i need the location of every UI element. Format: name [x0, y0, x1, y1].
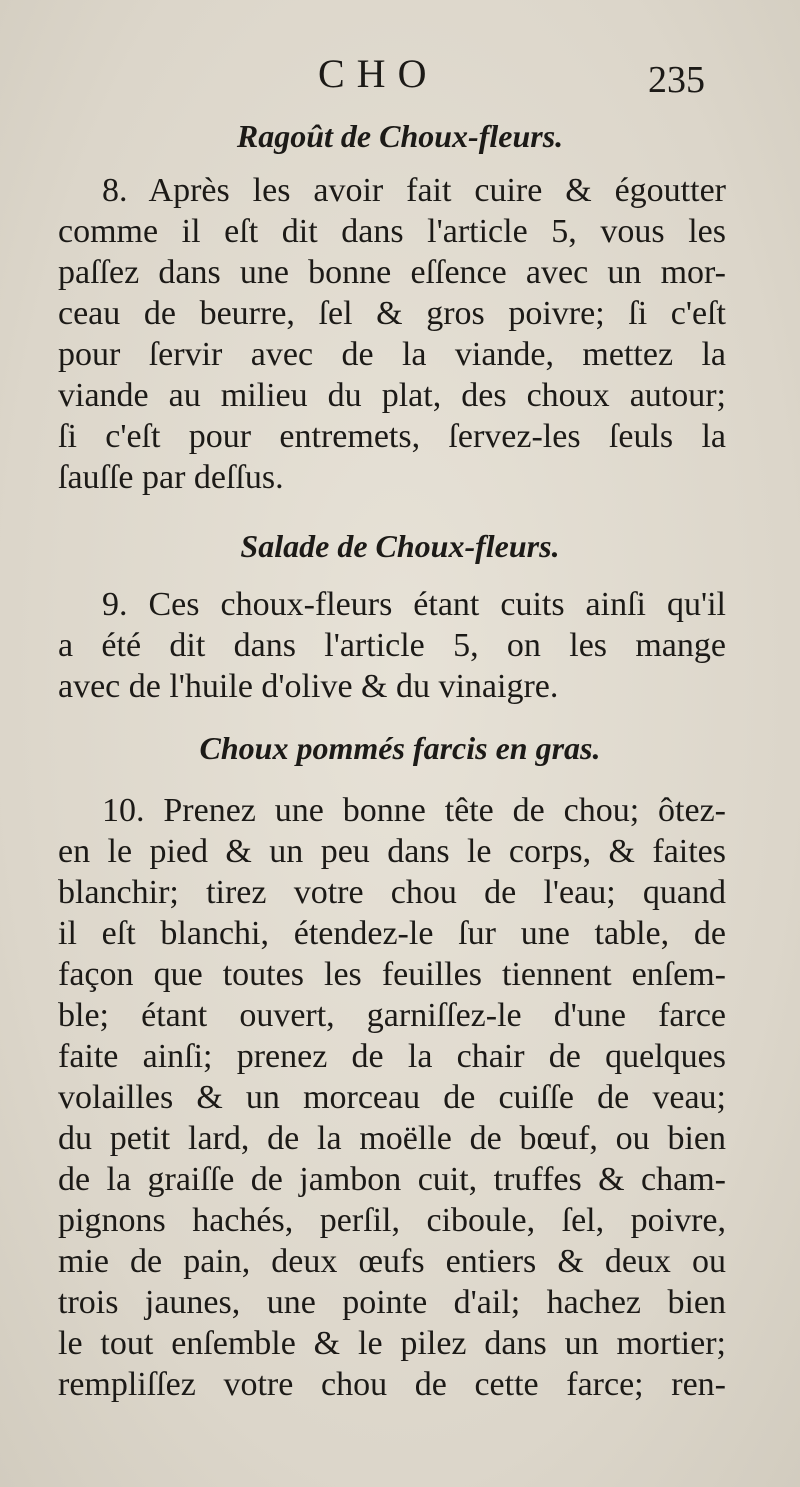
text-line: volailles & un morceau de cuiſſe de veau; — [58, 1079, 726, 1116]
text-line: mie de pain, deux œufs entiers & deux ou — [58, 1243, 726, 1280]
text-line: trois jaunes, une pointe d'ail; hachez bien — [58, 1284, 726, 1321]
page-header — [0, 50, 800, 100]
paragraph-9 — [58, 584, 726, 707]
text-line: 10. Prenez une bonne tête de chou; ôtez- — [102, 792, 726, 829]
text-line: comme il eſt dit dans l'article 5, vous les — [58, 213, 726, 250]
text-line: du petit lard, de la moëlle de bœuf, ou bien — [58, 1120, 726, 1157]
paragraph-10 — [58, 790, 726, 1405]
text-line: a été dit dans l'article 5, on les mange — [58, 627, 726, 664]
section-heading-ragout: Ragoût de Choux-fleurs. — [236, 118, 564, 154]
text-line: faite ainſi; prenez de la chair de quelques — [58, 1038, 726, 1075]
text-line: pignons hachés, perſil, ciboule, ſel, poivre, — [58, 1202, 726, 1239]
text-line: de la graiſſe de jambon cuit, truffes & cham- — [58, 1161, 726, 1198]
text-line: ſi c'eſt pour entremets, ſervez-les ſeuls la — [58, 418, 726, 455]
text-line: avec de l'huile d'olive & du vinaigre. — [58, 668, 559, 705]
text-line: le tout enſemble & le pilez dans un mortier; — [58, 1325, 726, 1362]
text-line: rempliſſez votre chou de cette farce; ren- — [58, 1366, 726, 1403]
page-number: 235 — [648, 59, 705, 101]
text-line: ſauſſe par deſſus. — [58, 459, 284, 496]
text-line: ceau de beurre, ſel & gros poivre; ſi c'eſt — [58, 295, 726, 332]
text-line: il eſt blanchi, étendez-le ſur une table, de — [58, 915, 726, 952]
section-heading-choux-pommes: Choux pommés farcis en gras. — [199, 730, 601, 766]
text-line: blanchir; tirez votre chou de l'eau; quand — [58, 874, 726, 911]
paragraph-8 — [58, 170, 726, 498]
text-line: viande au milieu du plat, des choux autour; — [58, 377, 726, 414]
text-line: façon que toutes les feuilles tiennent enſem- — [58, 956, 726, 993]
text-line: ble; étant ouvert, garniſſez-le d'une farce — [58, 997, 726, 1034]
section-heading-salade: Salade de Choux-fleurs. — [240, 528, 560, 564]
text-line: paſſez dans une bonne eſſence avec un mor- — [58, 254, 726, 291]
text-line: pour ſervir avec de la viande, mettez la — [58, 336, 726, 373]
text-line: en le pied & un peu dans le corps, & faites — [58, 833, 726, 870]
text-line: 9. Ces choux-fleurs étant cuits ainſi qu'il — [102, 586, 726, 623]
running-head: CHO — [318, 51, 439, 96]
text-line: 8. Après les avoir fait cuire & égoutter — [102, 172, 726, 209]
